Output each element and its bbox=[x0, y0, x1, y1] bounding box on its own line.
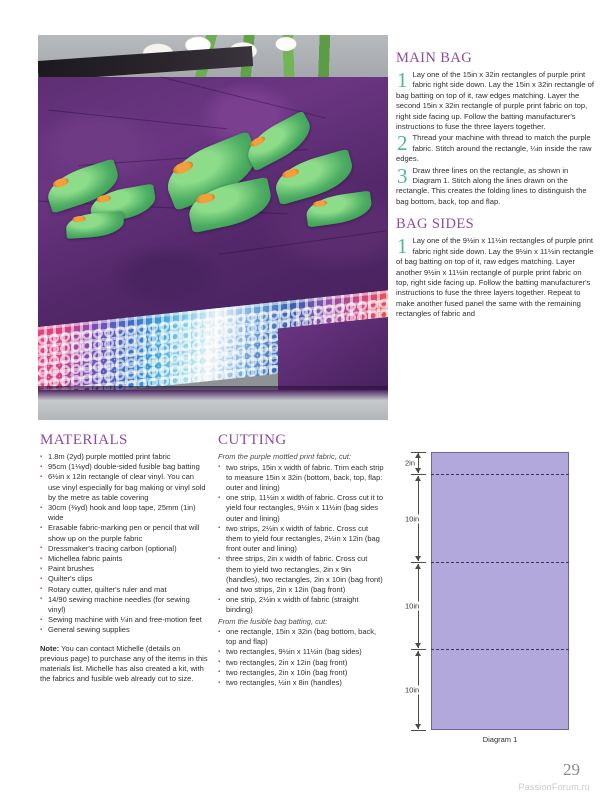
cutting-subheading: From the fusible bag batting, cut: bbox=[218, 616, 328, 626]
list-item: ▪ 14/90 sewing machine needles (for sewing vinyl) bbox=[40, 595, 208, 615]
step-text: Lay one of the 9½in x 11½in rectangles of purple print fabric right side down. Lay the 9½in x 11½in rectangle of bag batting on top of it, raw edges matching. Layer another 9½in x 11½in rectangle of purple print fabric on top, right side facing up. Follow the batting manufacturer's instructions to fuse the three layers together. Repeat to make another fused panel the same with the remaining rectangles of fabric and bbox=[396, 236, 594, 319]
dim-tick bbox=[411, 474, 426, 475]
list-item: ▪ Sewing machine with ¼in and free-motion feet bbox=[40, 615, 208, 625]
cutting-list-batting bbox=[218, 627, 386, 688]
dim-tick bbox=[411, 649, 426, 650]
list-item: ▪ one strip, 2½in x width of fabric (straight binding) bbox=[218, 595, 386, 615]
list-item: ▪ two strips, 15in x width of fabric. Trim each strip to measure 15in x 32in (bottom, back, top, flap: outer and lining) bbox=[218, 463, 386, 494]
quilt-stitch-line bbox=[219, 230, 387, 255]
list-item: ▪ 30cm (⅜yd) hook and loop tape, 25mm (1in) wide bbox=[40, 503, 208, 523]
step-item bbox=[396, 163, 596, 208]
step-number: 1 bbox=[397, 234, 408, 259]
dim-label: 2in bbox=[405, 458, 416, 468]
list-item: ▪ two rectangles, 2in x 10in (bag front) bbox=[218, 668, 386, 678]
step-item bbox=[396, 133, 596, 164]
cutting-subheading: From the purple mottled print fabric, cut: bbox=[218, 452, 351, 461]
list-item: ▪ one strip, 11½in x width of fabric. Cross cut it to yield four rectangles, 9½in x 11½in (bag sides outer and lining) bbox=[218, 493, 386, 524]
bag-sides-heading: BAG SIDES bbox=[396, 216, 475, 233]
project-photo bbox=[38, 35, 388, 420]
list-item: ▪ Paint brushes bbox=[40, 564, 208, 574]
step-number: 3 bbox=[397, 163, 408, 188]
fold-line bbox=[431, 474, 569, 475]
list-item: ▪ Quilter's clips bbox=[40, 574, 208, 584]
list-item: ▪ 6½in x 12in rectangle of clear vinyl. You can use vinyl especially for bag making or vinyl sold by the metre as table covering bbox=[40, 472, 208, 503]
step-text: Thread your machine with thread to match the purple fabric. Stitch around the rectangle, ¼in inside the raw edges. bbox=[396, 133, 592, 164]
instructions-column bbox=[396, 50, 596, 321]
step-text: Draw three lines on the rectangle, as shown in Diagram 1. Stitch along the lines drawn on the rectangle. This creates the folding lines to distinguish the bag bottom, back, top and flap. bbox=[396, 165, 587, 206]
materials-list bbox=[40, 452, 208, 636]
step-number: 2 bbox=[397, 131, 408, 156]
fold-line bbox=[431, 649, 569, 650]
painted-leaf bbox=[65, 211, 125, 239]
dim-arrow bbox=[418, 453, 419, 473]
materials-note bbox=[40, 644, 208, 685]
list-item: ▪ Rotary cutter, quilter's ruler and mat bbox=[40, 585, 208, 595]
cutting-column bbox=[218, 432, 386, 688]
list-item: ▪ General sewing supplies bbox=[40, 625, 208, 635]
list-item: ▪ 95cm (1⅛yd) double-sided fusible bag batting bbox=[40, 462, 208, 472]
dim-label: 10in bbox=[405, 601, 420, 611]
note-label: Note: bbox=[40, 643, 60, 653]
page-number: 29 bbox=[563, 760, 580, 779]
materials-heading: MATERIALS bbox=[40, 432, 128, 448]
list-item: ▪ two rectangles, ½in x 8in (handles) bbox=[218, 678, 386, 688]
dim-label: 10in bbox=[405, 685, 420, 695]
step-number: 1 bbox=[397, 68, 408, 92]
painted-leaf bbox=[304, 191, 373, 228]
cutting-list-fabric bbox=[218, 463, 386, 616]
main-bag-heading: MAIN BAG bbox=[396, 50, 473, 66]
list-item: ▪ Erasable fabric-marking pen or pencil that will show up on the purple fabric bbox=[40, 523, 208, 543]
list-item: ▪ two rectangles, 9½in x 11½in (bag sides) bbox=[218, 647, 386, 657]
fold-line bbox=[431, 562, 569, 563]
list-item: ▪ Michellea fabric paints bbox=[40, 554, 208, 564]
list-item: ▪ Dressmaker's tracing carbon (optional) bbox=[40, 544, 208, 554]
dim-tick bbox=[411, 562, 426, 563]
step-item bbox=[396, 236, 596, 319]
materials-column bbox=[40, 432, 208, 684]
dim-label: 10in bbox=[405, 514, 420, 524]
list-item: ▪ two strips, 2½in x width of fabric. Cross cut them to yield four rectangles, 2½in x 12in (bag front outer and lining) bbox=[218, 524, 386, 555]
site-watermark: PassionForum.ru bbox=[518, 782, 590, 792]
list-item: ▪ 1.8m (2yd) purple mottled print fabric bbox=[40, 452, 208, 462]
diagram-fabric-rect bbox=[431, 452, 569, 730]
cutting-heading: CUTTING bbox=[218, 432, 287, 448]
note-text: You can contact Michelle (details on previous page) to purchase any of the items in this materials list. Michelle has also created a kit, with the fabrics and fusible web already cut to size. bbox=[40, 643, 208, 684]
list-item: ▪ one rectangle, 15in x 32in (bag bottom, back, top and flap) bbox=[218, 627, 386, 647]
table-surface bbox=[38, 390, 388, 420]
diagram-1 bbox=[396, 442, 596, 752]
list-item: ▪ two rectangles, 2in x 12in (bag front) bbox=[218, 658, 386, 668]
dim-tick bbox=[411, 730, 426, 731]
quilt-stitch-line bbox=[48, 110, 227, 130]
diagram-caption: Diagram 1 bbox=[482, 735, 518, 744]
step-item bbox=[396, 70, 596, 132]
list-item: ▪ three strips, 2in x width of fabric. Cross cut them to yield two rectangles, 2in x 9in (handles), two rectangles, 2in x 10in (bag front) and two strips, 2in x 12in (bag front) bbox=[218, 554, 386, 595]
purple-bag-body bbox=[38, 77, 388, 327]
section-spacer bbox=[396, 208, 596, 216]
step-text: Lay one of the 15in x 32in rectangles of purple print fabric right side down. Lay the 15in x 32in rectangle of bag batting on top of it, raw edges matching. Layer the second 15in x 32in rectangle of purple print fabric on top, right side facing up. Follow the batting manufacturer's instructions to fuse the three layers together. bbox=[396, 70, 595, 132]
